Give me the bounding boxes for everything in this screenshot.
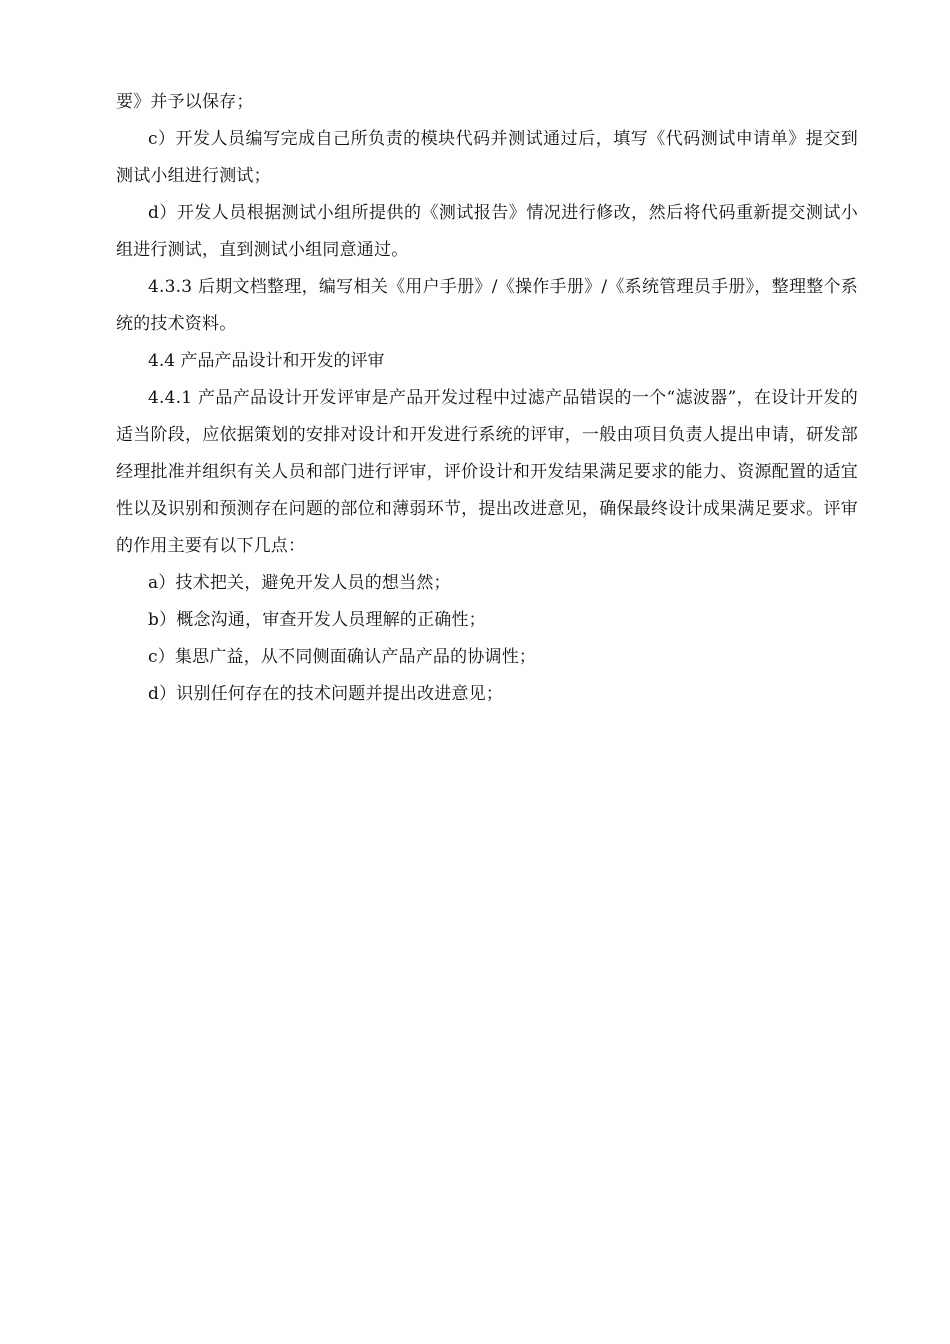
section-4-3-3-documentation: 4.3.3 后期文档整理，编写相关《用户手册》/《操作手册》/《系统管理员手册》，整理整个系统的技术资料。	[116, 277, 858, 334]
list-item-c-code-test-request: c）开发人员编写完成自己所负责的模块代码并测试通过后，填写《代码测试申请单》提交到测试小组进行测试；	[116, 129, 858, 186]
list-item-d-identify-issues: d）识别任何存在的技术问题并提出改进意见；	[148, 684, 504, 704]
section-heading-4-4: 4.4 产品产品设计和开发的评审	[148, 351, 385, 371]
list-item-b-concept-communication: b）概念沟通，审查开发人员理解的正确性；	[148, 610, 486, 630]
list-item-c-brainstorm: c）集思广益，从不同侧面确认产品产品的协调性；	[148, 647, 537, 667]
document-body	[116, 84, 858, 713]
section-4-4-1-review-description: 4.4.1 产品产品设计开发评审是产品开发过程中过滤产品错误的一个“滤波器”，在设计开发的适当阶段，应依据策划的安排对设计和开发进行系统的评审，一般由项目负责人提出申请，研发部经理批准并组织有关人员和部门进行评审，评价设计和开发结果满足要求的能力、资源配置的适宜性以及识别和预测存在问题的部位和薄弱环节，提出改进意见，确保最终设计成果满足要求。评审的作用主要有以下几点：	[116, 388, 858, 556]
paragraph-continuation: 要》并予以保存；	[116, 92, 254, 112]
list-item-a-technical-check: a）技术把关，避免开发人员的想当然；	[148, 573, 451, 593]
list-item-d-fix-per-test-report: d）开发人员根据测试小组所提供的《测试报告》情况进行修改，然后将代码重新提交测试小组进行测试，直到测试小组同意通过。	[116, 203, 858, 260]
